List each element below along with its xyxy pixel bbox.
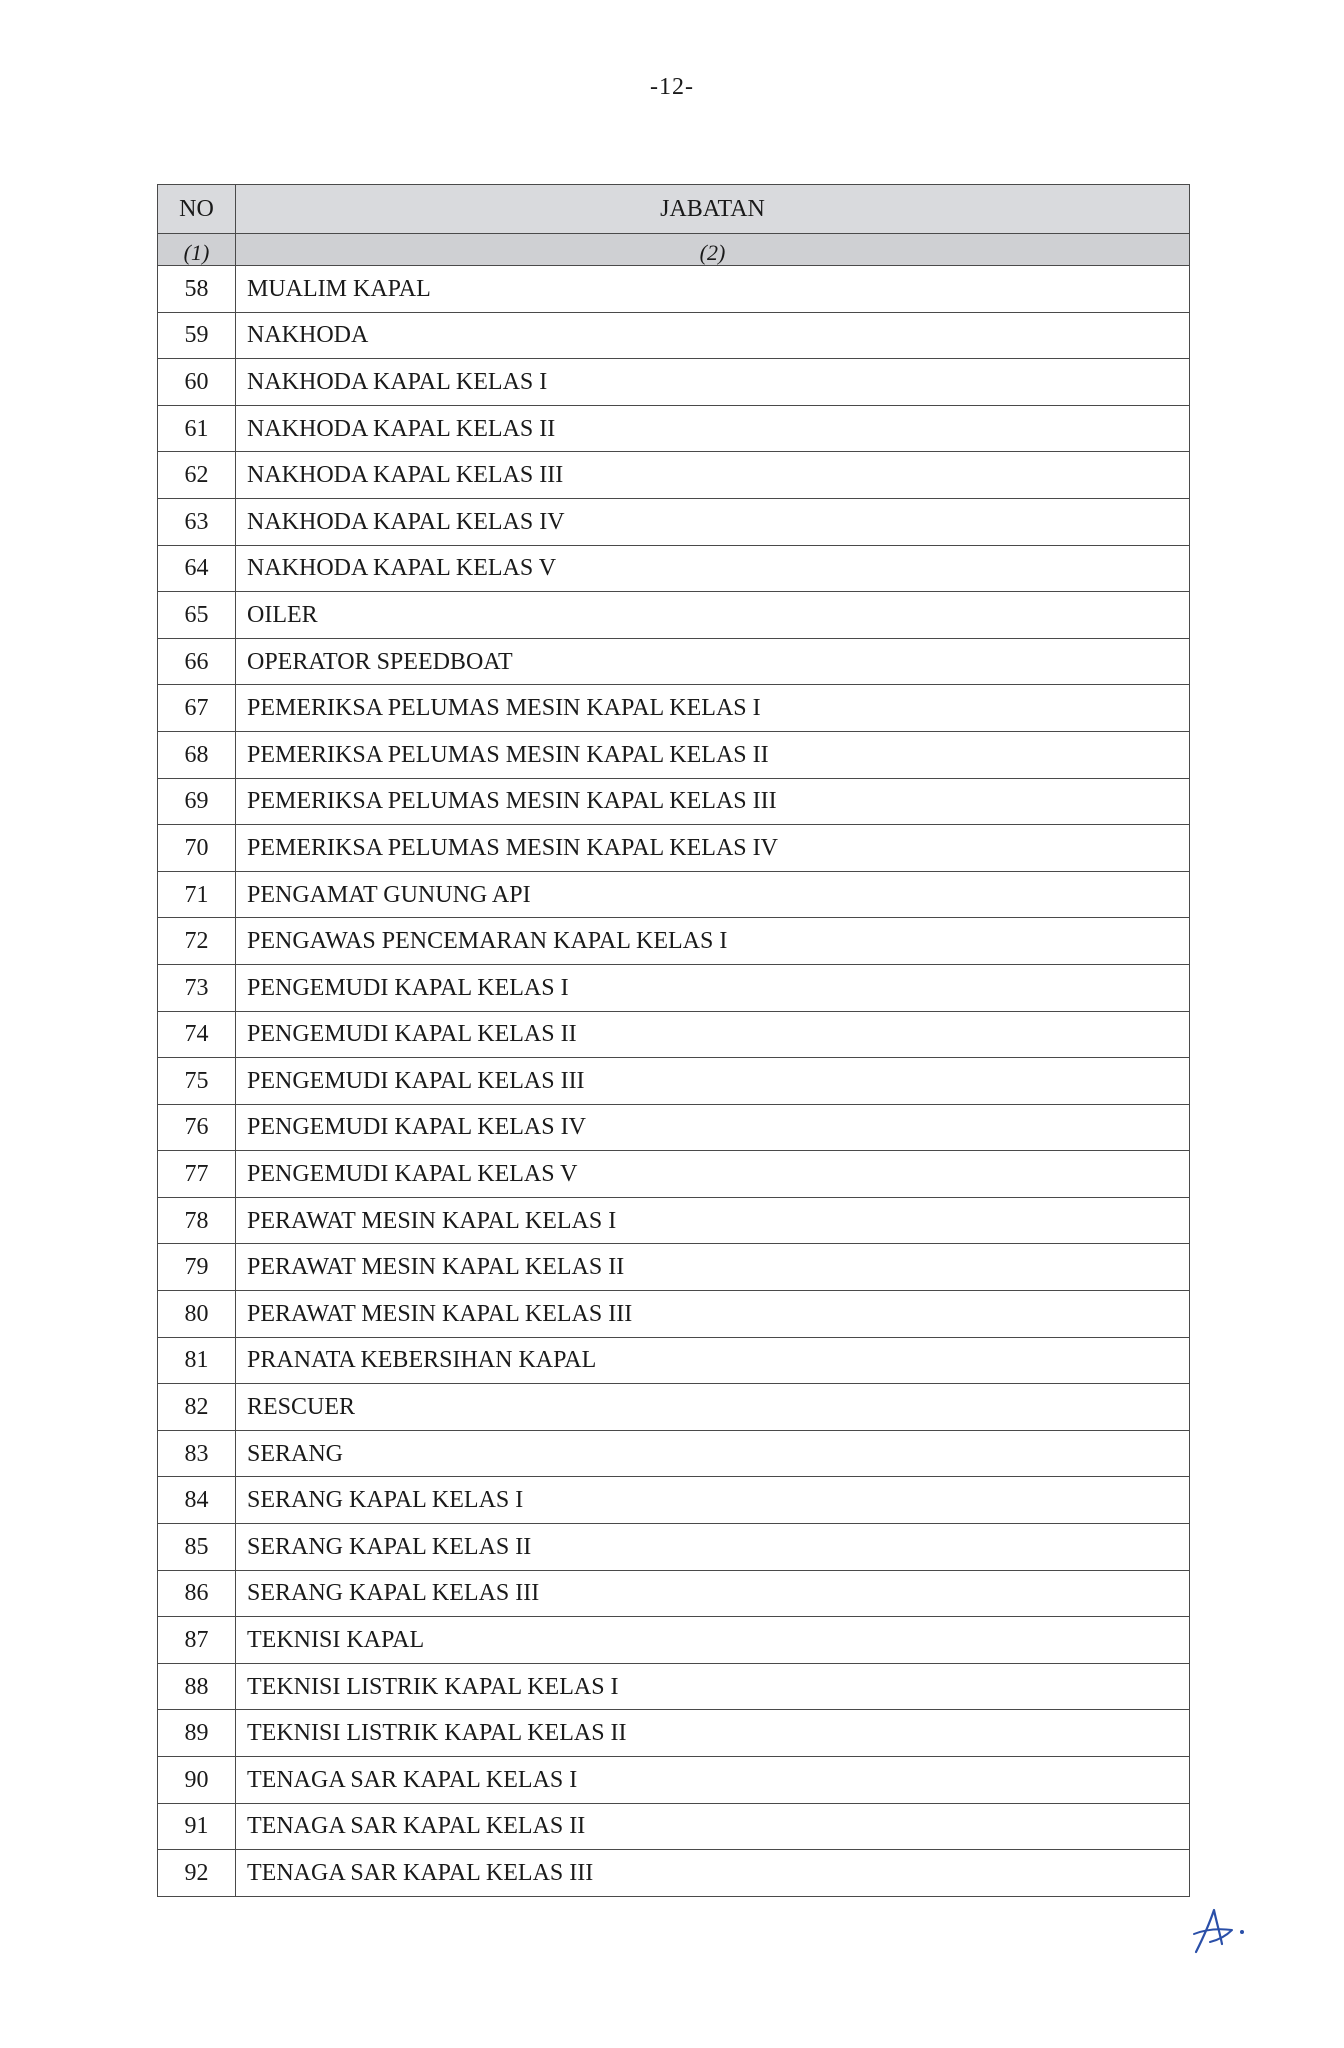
row-number: 58	[158, 266, 236, 313]
table-row	[158, 545, 1190, 592]
row-jabatan: SERANG KAPAL KELAS III	[236, 1570, 1190, 1617]
row-jabatan: TENAGA SAR KAPAL KELAS I	[236, 1757, 1190, 1804]
row-number: 92	[158, 1850, 236, 1897]
table-row	[158, 1244, 1190, 1291]
row-jabatan: PENGEMUDI KAPAL KELAS II	[236, 1011, 1190, 1058]
row-jabatan: TENAGA SAR KAPAL KELAS II	[236, 1803, 1190, 1850]
row-jabatan: NAKHODA KAPAL KELAS V	[236, 545, 1190, 592]
row-jabatan: PERAWAT MESIN KAPAL KELAS I	[236, 1197, 1190, 1244]
table-row	[158, 1011, 1190, 1058]
row-number: 70	[158, 825, 236, 872]
header-index-row	[158, 234, 1190, 266]
table-row	[158, 1337, 1190, 1384]
row-number: 69	[158, 778, 236, 825]
table-row	[158, 1058, 1190, 1105]
row-number: 59	[158, 312, 236, 359]
table-row	[158, 871, 1190, 918]
table-row	[158, 498, 1190, 545]
header-jabatan-index: (2)	[236, 234, 1190, 266]
row-jabatan: PEMERIKSA PELUMAS MESIN KAPAL KELAS IV	[236, 825, 1190, 872]
row-jabatan: SERANG	[236, 1430, 1190, 1477]
table-row	[158, 1291, 1190, 1338]
row-number: 81	[158, 1337, 236, 1384]
table-row	[158, 1477, 1190, 1524]
table-row	[158, 1663, 1190, 1710]
table-row	[158, 312, 1190, 359]
row-number: 90	[158, 1757, 236, 1804]
row-number: 83	[158, 1430, 236, 1477]
row-jabatan: TEKNISI KAPAL	[236, 1617, 1190, 1664]
row-jabatan: PEMERIKSA PELUMAS MESIN KAPAL KELAS I	[236, 685, 1190, 732]
paraf-signature-icon	[1188, 1900, 1248, 1960]
row-jabatan: SERANG KAPAL KELAS II	[236, 1524, 1190, 1571]
table-row	[158, 1524, 1190, 1571]
table-row	[158, 1430, 1190, 1477]
row-jabatan: OILER	[236, 592, 1190, 639]
row-number: 75	[158, 1058, 236, 1105]
row-number: 62	[158, 452, 236, 499]
row-jabatan: PERAWAT MESIN KAPAL KELAS III	[236, 1291, 1190, 1338]
row-number: 60	[158, 359, 236, 406]
header-row	[158, 185, 1190, 234]
row-jabatan: PENGEMUDI KAPAL KELAS I	[236, 964, 1190, 1011]
table-row	[158, 266, 1190, 313]
table-row	[158, 638, 1190, 685]
row-jabatan: NAKHODA KAPAL KELAS III	[236, 452, 1190, 499]
table-row	[158, 1104, 1190, 1151]
row-jabatan: PRANATA KEBERSIHAN KAPAL	[236, 1337, 1190, 1384]
row-jabatan: PERAWAT MESIN KAPAL KELAS II	[236, 1244, 1190, 1291]
row-jabatan: PEMERIKSA PELUMAS MESIN KAPAL KELAS III	[236, 778, 1190, 825]
row-jabatan: TEKNISI LISTRIK KAPAL KELAS II	[236, 1710, 1190, 1757]
row-number: 74	[158, 1011, 236, 1058]
row-number: 64	[158, 545, 236, 592]
row-jabatan: PENGAWAS PENCEMARAN KAPAL KELAS I	[236, 918, 1190, 965]
table-row	[158, 405, 1190, 452]
row-number: 66	[158, 638, 236, 685]
row-number: 71	[158, 871, 236, 918]
table-row	[158, 918, 1190, 965]
header-jabatan: JABATAN	[236, 185, 1190, 234]
row-number: 79	[158, 1244, 236, 1291]
table-row	[158, 731, 1190, 778]
row-jabatan: TENAGA SAR KAPAL KELAS III	[236, 1850, 1190, 1897]
row-jabatan: TEKNISI LISTRIK KAPAL KELAS I	[236, 1663, 1190, 1710]
page-number: -12-	[650, 74, 694, 100]
table-row	[158, 1850, 1190, 1897]
row-number: 91	[158, 1803, 236, 1850]
row-number: 88	[158, 1663, 236, 1710]
row-jabatan: PEMERIKSA PELUMAS MESIN KAPAL KELAS II	[236, 731, 1190, 778]
table-row	[158, 1570, 1190, 1617]
row-number: 78	[158, 1197, 236, 1244]
table-row	[158, 1757, 1190, 1804]
row-jabatan: PENGEMUDI KAPAL KELAS III	[236, 1058, 1190, 1105]
row-jabatan: PENGAMAT GUNUNG API	[236, 871, 1190, 918]
row-jabatan: NAKHODA KAPAL KELAS IV	[236, 498, 1190, 545]
row-jabatan: NAKHODA KAPAL KELAS I	[236, 359, 1190, 406]
table-row	[158, 825, 1190, 872]
table-row	[158, 1151, 1190, 1198]
row-jabatan: NAKHODA	[236, 312, 1190, 359]
row-jabatan: PENGEMUDI KAPAL KELAS IV	[236, 1104, 1190, 1151]
row-jabatan: RESCUER	[236, 1384, 1190, 1431]
row-number: 61	[158, 405, 236, 452]
row-number: 68	[158, 731, 236, 778]
row-number: 76	[158, 1104, 236, 1151]
table-row	[158, 964, 1190, 1011]
row-number: 85	[158, 1524, 236, 1571]
row-jabatan: MUALIM KAPAL	[236, 266, 1190, 313]
row-number: 65	[158, 592, 236, 639]
table-row	[158, 685, 1190, 732]
table-body	[158, 266, 1190, 1897]
table-row	[158, 452, 1190, 499]
table-row	[158, 1197, 1190, 1244]
row-jabatan: OPERATOR SPEEDBOAT	[236, 638, 1190, 685]
row-number: 73	[158, 964, 236, 1011]
table-row	[158, 1710, 1190, 1757]
row-jabatan: PENGEMUDI KAPAL KELAS V	[236, 1151, 1190, 1198]
row-number: 67	[158, 685, 236, 732]
table-row	[158, 1617, 1190, 1664]
header-no: NO	[158, 185, 236, 234]
row-number: 63	[158, 498, 236, 545]
table-header	[158, 185, 1190, 266]
row-number: 89	[158, 1710, 236, 1757]
row-jabatan: NAKHODA KAPAL KELAS II	[236, 405, 1190, 452]
row-number: 86	[158, 1570, 236, 1617]
row-number: 77	[158, 1151, 236, 1198]
row-number: 87	[158, 1617, 236, 1664]
table-row	[158, 1384, 1190, 1431]
jabatan-table	[157, 184, 1190, 1897]
row-number: 84	[158, 1477, 236, 1524]
header-no-index: (1)	[158, 234, 236, 266]
row-number: 72	[158, 918, 236, 965]
table-row	[158, 359, 1190, 406]
table-row	[158, 778, 1190, 825]
table-row	[158, 592, 1190, 639]
row-number: 82	[158, 1384, 236, 1431]
row-number: 80	[158, 1291, 236, 1338]
table-row	[158, 1803, 1190, 1850]
row-jabatan: SERANG KAPAL KELAS I	[236, 1477, 1190, 1524]
